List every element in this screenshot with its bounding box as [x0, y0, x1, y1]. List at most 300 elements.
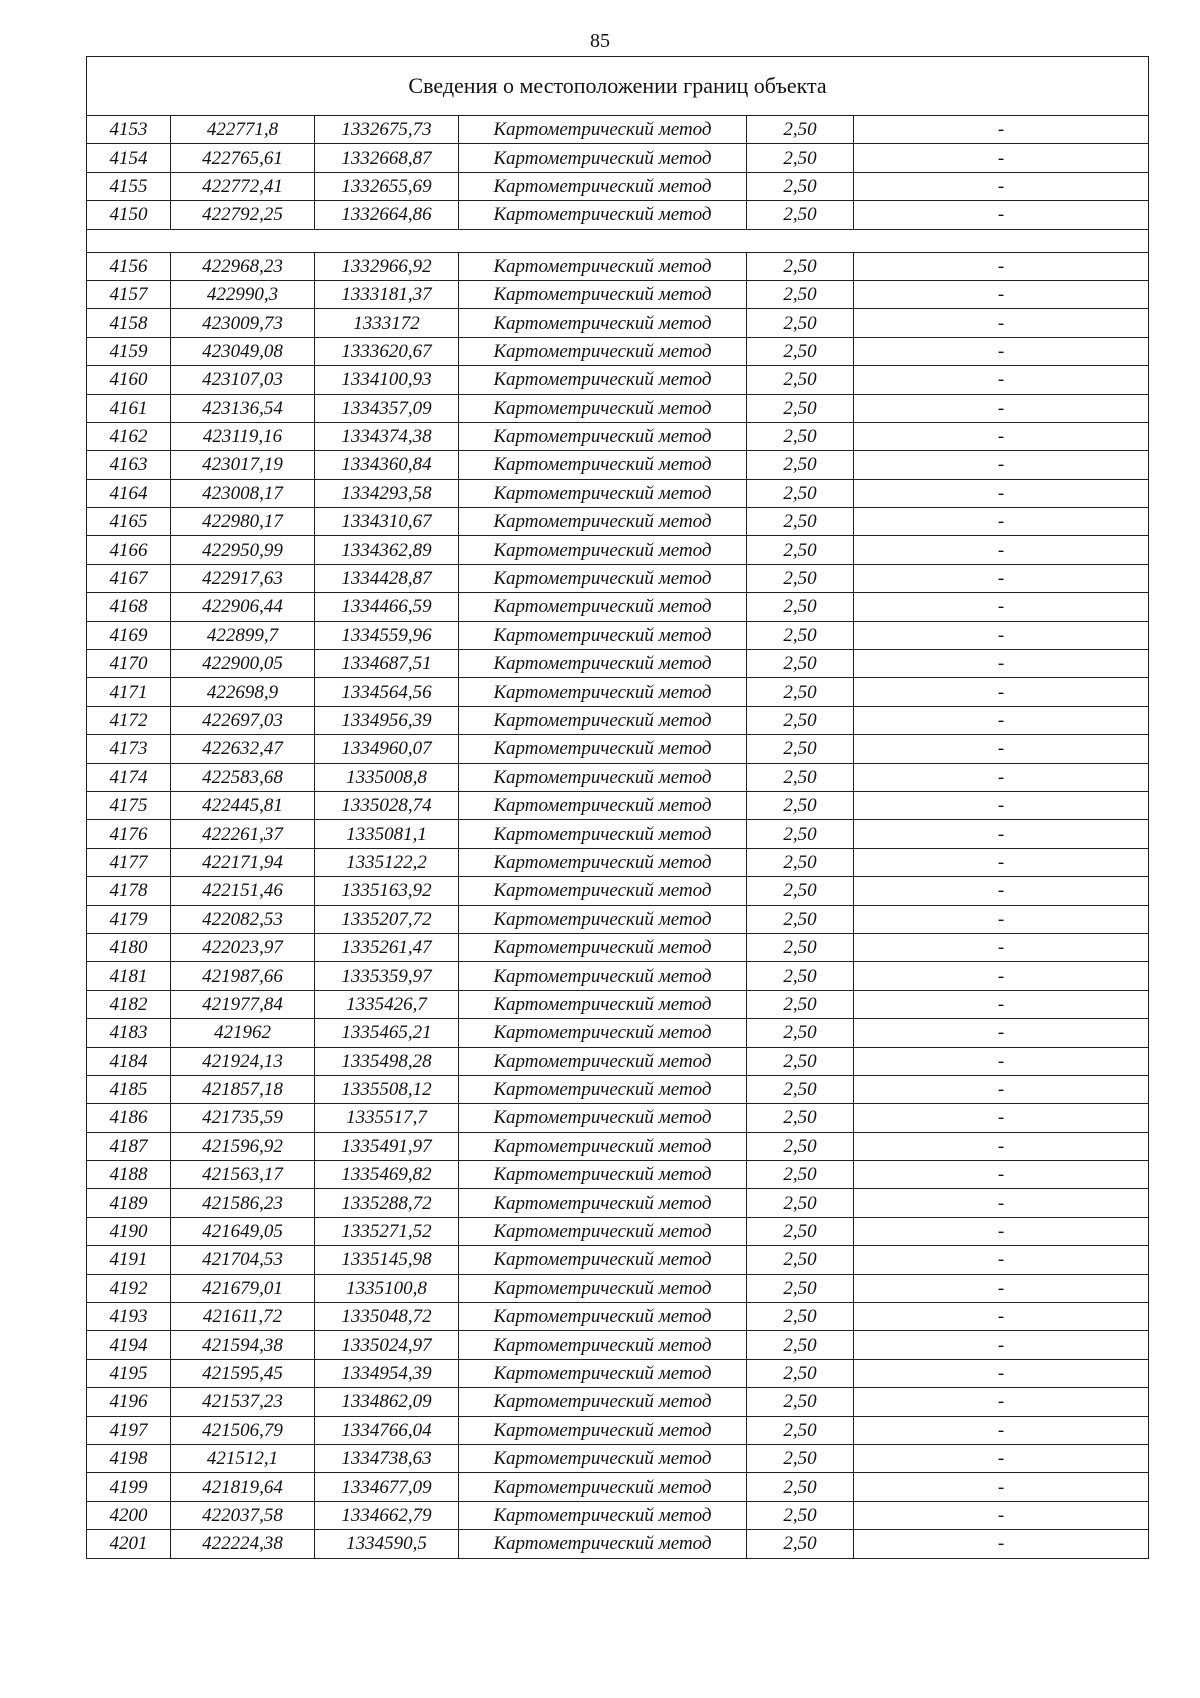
method-cell: Картометрический метод [459, 1217, 747, 1245]
y-coordinate-cell: 1335517,7 [315, 1104, 459, 1132]
y-coordinate-cell: 1332966,92 [315, 252, 459, 280]
point-number-cell: 4176 [87, 820, 171, 848]
point-number-cell: 4180 [87, 933, 171, 961]
method-cell: Картометрический метод [459, 1132, 747, 1160]
x-coordinate-cell: 423008,17 [171, 479, 315, 507]
table-row [87, 621, 1149, 649]
accuracy-cell: 2,50 [747, 678, 854, 706]
x-coordinate-cell: 422906,44 [171, 593, 315, 621]
x-coordinate-cell: 422023,97 [171, 933, 315, 961]
table-row [87, 116, 1149, 144]
point-number-cell: 4177 [87, 848, 171, 876]
method-cell: Картометрический метод [459, 1473, 747, 1501]
method-cell: Картометрический метод [459, 905, 747, 933]
table-row [87, 848, 1149, 876]
point-number-cell: 4164 [87, 479, 171, 507]
table-row [87, 905, 1149, 933]
method-cell: Картометрический метод [459, 593, 747, 621]
y-coordinate-cell: 1335465,21 [315, 1019, 459, 1047]
y-coordinate-cell: 1334687,51 [315, 650, 459, 678]
x-coordinate-cell: 422899,7 [171, 621, 315, 649]
table-row [87, 593, 1149, 621]
point-number-cell: 4183 [87, 1019, 171, 1047]
x-coordinate-cell: 421704,53 [171, 1246, 315, 1274]
accuracy-cell: 2,50 [747, 593, 854, 621]
point-number-cell: 4189 [87, 1189, 171, 1217]
x-coordinate-cell: 421594,38 [171, 1331, 315, 1359]
point-number-cell: 4175 [87, 791, 171, 819]
method-cell: Картометрический метод [459, 1274, 747, 1302]
x-coordinate-cell: 422772,41 [171, 172, 315, 200]
point-number-cell: 4188 [87, 1161, 171, 1189]
table-row [87, 678, 1149, 706]
y-coordinate-cell: 1335261,47 [315, 933, 459, 961]
x-coordinate-cell: 421735,59 [171, 1104, 315, 1132]
y-coordinate-cell: 1335359,97 [315, 962, 459, 990]
description-cell: - [854, 1019, 1149, 1047]
method-cell: Картометрический метод [459, 990, 747, 1018]
point-number-cell: 4172 [87, 706, 171, 734]
point-number-cell: 4170 [87, 650, 171, 678]
description-cell: - [854, 1530, 1149, 1558]
description-cell: - [854, 366, 1149, 394]
table-row [87, 1104, 1149, 1132]
method-cell: Картометрический метод [459, 1075, 747, 1103]
x-coordinate-cell: 421649,05 [171, 1217, 315, 1245]
y-coordinate-cell: 1334310,67 [315, 508, 459, 536]
description-cell: - [854, 990, 1149, 1018]
x-coordinate-cell: 421537,23 [171, 1388, 315, 1416]
x-coordinate-cell: 423017,19 [171, 451, 315, 479]
point-number-cell: 4199 [87, 1473, 171, 1501]
accuracy-cell: 2,50 [747, 962, 854, 990]
table-row [87, 508, 1149, 536]
method-cell: Картометрический метод [459, 337, 747, 365]
x-coordinate-cell: 422224,38 [171, 1530, 315, 1558]
table-title: Сведения о местоположении границ объекта [87, 57, 1149, 116]
table-row [87, 422, 1149, 450]
table-row [87, 479, 1149, 507]
y-coordinate-cell: 1335145,98 [315, 1246, 459, 1274]
table-row [87, 394, 1149, 422]
point-number-cell: 4162 [87, 422, 171, 450]
accuracy-cell: 2,50 [747, 820, 854, 848]
table-row [87, 650, 1149, 678]
description-cell: - [854, 337, 1149, 365]
description-cell: - [854, 593, 1149, 621]
table-row [87, 1217, 1149, 1245]
accuracy-cell: 2,50 [747, 1246, 854, 1274]
method-cell: Картометрический метод [459, 933, 747, 961]
x-coordinate-cell: 422082,53 [171, 905, 315, 933]
accuracy-cell: 2,50 [747, 905, 854, 933]
description-cell: - [854, 1047, 1149, 1075]
y-coordinate-cell: 1335288,72 [315, 1189, 459, 1217]
y-coordinate-cell: 1334960,07 [315, 735, 459, 763]
method-cell: Картометрический метод [459, 621, 747, 649]
table-row [87, 172, 1149, 200]
y-coordinate-cell: 1335024,97 [315, 1331, 459, 1359]
x-coordinate-cell: 422697,03 [171, 706, 315, 734]
description-cell: - [854, 1331, 1149, 1359]
table-row [87, 280, 1149, 308]
accuracy-cell: 2,50 [747, 1303, 854, 1331]
y-coordinate-cell: 1334559,96 [315, 621, 459, 649]
accuracy-cell: 2,50 [747, 706, 854, 734]
y-coordinate-cell: 1334862,09 [315, 1388, 459, 1416]
y-coordinate-cell: 1335426,7 [315, 990, 459, 1018]
description-cell: - [854, 116, 1149, 144]
table-row [87, 1274, 1149, 1302]
description-cell: - [854, 536, 1149, 564]
accuracy-cell: 2,50 [747, 116, 854, 144]
accuracy-cell: 2,50 [747, 451, 854, 479]
y-coordinate-cell: 1334954,39 [315, 1359, 459, 1387]
accuracy-cell: 2,50 [747, 1161, 854, 1189]
y-coordinate-cell: 1335491,97 [315, 1132, 459, 1160]
point-number-cell: 4150 [87, 201, 171, 229]
boundary-coordinates-table [86, 56, 1149, 1559]
table-row [87, 1019, 1149, 1047]
table-row [87, 1132, 1149, 1160]
y-coordinate-cell: 1334357,09 [315, 394, 459, 422]
x-coordinate-cell: 422698,9 [171, 678, 315, 706]
x-coordinate-cell: 421506,79 [171, 1416, 315, 1444]
accuracy-cell: 2,50 [747, 1416, 854, 1444]
description-cell: - [854, 791, 1149, 819]
y-coordinate-cell: 1335469,82 [315, 1161, 459, 1189]
y-coordinate-cell: 1334362,89 [315, 536, 459, 564]
description-cell: - [854, 621, 1149, 649]
table-row [87, 1473, 1149, 1501]
point-number-cell: 4192 [87, 1274, 171, 1302]
table-row [87, 1331, 1149, 1359]
x-coordinate-cell: 422980,17 [171, 508, 315, 536]
accuracy-cell: 2,50 [747, 990, 854, 1018]
y-coordinate-cell: 1334590,5 [315, 1530, 459, 1558]
point-number-cell: 4153 [87, 116, 171, 144]
method-cell: Картометрический метод [459, 564, 747, 592]
x-coordinate-cell: 422950,99 [171, 536, 315, 564]
accuracy-cell: 2,50 [747, 144, 854, 172]
y-coordinate-cell: 1334564,56 [315, 678, 459, 706]
description-cell: - [854, 1274, 1149, 1302]
y-coordinate-cell: 1334374,38 [315, 422, 459, 450]
y-coordinate-cell: 1333181,37 [315, 280, 459, 308]
table-row [87, 144, 1149, 172]
method-cell: Картометрический метод [459, 1303, 747, 1331]
point-number-cell: 4158 [87, 309, 171, 337]
method-cell: Картометрический метод [459, 536, 747, 564]
method-cell: Картометрический метод [459, 252, 747, 280]
point-number-cell: 4179 [87, 905, 171, 933]
table-row [87, 252, 1149, 280]
page-number: 85 [590, 30, 610, 52]
accuracy-cell: 2,50 [747, 201, 854, 229]
method-cell: Картометрический метод [459, 508, 747, 536]
description-cell: - [854, 1189, 1149, 1217]
method-cell: Картометрический метод [459, 144, 747, 172]
x-coordinate-cell: 422792,25 [171, 201, 315, 229]
table-row [87, 337, 1149, 365]
method-cell: Картометрический метод [459, 678, 747, 706]
table-row [87, 366, 1149, 394]
y-coordinate-cell: 1334100,93 [315, 366, 459, 394]
point-number-cell: 4186 [87, 1104, 171, 1132]
x-coordinate-cell: 421819,64 [171, 1473, 315, 1501]
table-row [87, 962, 1149, 990]
table-row [87, 1303, 1149, 1331]
description-cell: - [854, 763, 1149, 791]
accuracy-cell: 2,50 [747, 735, 854, 763]
x-coordinate-cell: 423049,08 [171, 337, 315, 365]
point-number-cell: 4191 [87, 1246, 171, 1274]
accuracy-cell: 2,50 [747, 621, 854, 649]
y-coordinate-cell: 1332668,87 [315, 144, 459, 172]
method-cell: Картометрический метод [459, 280, 747, 308]
table-row [87, 1416, 1149, 1444]
table-row [87, 1530, 1149, 1558]
description-cell: - [854, 479, 1149, 507]
table-row [87, 763, 1149, 791]
y-coordinate-cell: 1333172 [315, 309, 459, 337]
method-cell: Картометрический метод [459, 735, 747, 763]
description-cell: - [854, 1217, 1149, 1245]
description-cell: - [854, 1416, 1149, 1444]
x-coordinate-cell: 421512,1 [171, 1444, 315, 1472]
description-cell: - [854, 820, 1149, 848]
method-cell: Картометрический метод [459, 848, 747, 876]
table-row [87, 735, 1149, 763]
description-cell: - [854, 1104, 1149, 1132]
accuracy-cell: 2,50 [747, 1473, 854, 1501]
description-cell: - [854, 1501, 1149, 1529]
description-cell: - [854, 252, 1149, 280]
table-row [87, 791, 1149, 819]
method-cell: Картометрический метод [459, 1359, 747, 1387]
x-coordinate-cell: 423136,54 [171, 394, 315, 422]
table-row [87, 1189, 1149, 1217]
accuracy-cell: 2,50 [747, 172, 854, 200]
x-coordinate-cell: 423107,03 [171, 366, 315, 394]
x-coordinate-cell: 421924,13 [171, 1047, 315, 1075]
accuracy-cell: 2,50 [747, 309, 854, 337]
accuracy-cell: 2,50 [747, 1388, 854, 1416]
x-coordinate-cell: 422261,37 [171, 820, 315, 848]
accuracy-cell: 2,50 [747, 252, 854, 280]
description-cell: - [854, 735, 1149, 763]
y-coordinate-cell: 1335498,28 [315, 1047, 459, 1075]
point-number-cell: 4200 [87, 1501, 171, 1529]
description-cell: - [854, 1444, 1149, 1472]
method-cell: Картометрический метод [459, 1530, 747, 1558]
y-coordinate-cell: 1335008,8 [315, 763, 459, 791]
table-row [87, 201, 1149, 229]
accuracy-cell: 2,50 [747, 1132, 854, 1160]
x-coordinate-cell: 422583,68 [171, 763, 315, 791]
point-number-cell: 4165 [87, 508, 171, 536]
description-cell: - [854, 451, 1149, 479]
table-row [87, 1359, 1149, 1387]
point-number-cell: 4155 [87, 172, 171, 200]
method-cell: Картометрический метод [459, 763, 747, 791]
table-row [87, 1444, 1149, 1472]
point-number-cell: 4166 [87, 536, 171, 564]
x-coordinate-cell: 421595,45 [171, 1359, 315, 1387]
x-coordinate-cell: 421977,84 [171, 990, 315, 1018]
description-cell: - [854, 1473, 1149, 1501]
x-coordinate-cell: 421611,72 [171, 1303, 315, 1331]
method-cell: Картометрический метод [459, 962, 747, 990]
point-number-cell: 4196 [87, 1388, 171, 1416]
description-cell: - [854, 933, 1149, 961]
accuracy-cell: 2,50 [747, 422, 854, 450]
y-coordinate-cell: 1335100,8 [315, 1274, 459, 1302]
description-cell: - [854, 1132, 1149, 1160]
point-number-cell: 4174 [87, 763, 171, 791]
y-coordinate-cell: 1335081,1 [315, 820, 459, 848]
method-cell: Картометрический метод [459, 706, 747, 734]
x-coordinate-cell: 421563,17 [171, 1161, 315, 1189]
method-cell: Картометрический метод [459, 422, 747, 450]
point-number-cell: 4173 [87, 735, 171, 763]
table-row [87, 933, 1149, 961]
x-coordinate-cell: 423009,73 [171, 309, 315, 337]
x-coordinate-cell: 422765,61 [171, 144, 315, 172]
description-cell: - [854, 1359, 1149, 1387]
point-number-cell: 4193 [87, 1303, 171, 1331]
table-row [87, 1388, 1149, 1416]
accuracy-cell: 2,50 [747, 877, 854, 905]
method-cell: Картометрический метод [459, 394, 747, 422]
point-number-cell: 4167 [87, 564, 171, 592]
method-cell: Картометрический метод [459, 451, 747, 479]
accuracy-cell: 2,50 [747, 337, 854, 365]
table-row [87, 536, 1149, 564]
y-coordinate-cell: 1334428,87 [315, 564, 459, 592]
accuracy-cell: 2,50 [747, 1444, 854, 1472]
accuracy-cell: 2,50 [747, 1274, 854, 1302]
y-coordinate-cell: 1334738,63 [315, 1444, 459, 1472]
table-row [87, 990, 1149, 1018]
description-cell: - [854, 280, 1149, 308]
point-number-cell: 4169 [87, 621, 171, 649]
description-cell: - [854, 1303, 1149, 1331]
method-cell: Картометрический метод [459, 366, 747, 394]
description-cell: - [854, 962, 1149, 990]
x-coordinate-cell: 421679,01 [171, 1274, 315, 1302]
accuracy-cell: 2,50 [747, 763, 854, 791]
method-cell: Картометрический метод [459, 172, 747, 200]
accuracy-cell: 2,50 [747, 1019, 854, 1047]
y-coordinate-cell: 1334466,59 [315, 593, 459, 621]
point-number-cell: 4168 [87, 593, 171, 621]
method-cell: Картометрический метод [459, 309, 747, 337]
x-coordinate-cell: 422990,3 [171, 280, 315, 308]
method-cell: Картометрический метод [459, 650, 747, 678]
method-cell: Картометрический метод [459, 116, 747, 144]
point-number-cell: 4185 [87, 1075, 171, 1103]
x-coordinate-cell: 423119,16 [171, 422, 315, 450]
y-coordinate-cell: 1335028,74 [315, 791, 459, 819]
description-cell: - [854, 172, 1149, 200]
accuracy-cell: 2,50 [747, 933, 854, 961]
accuracy-cell: 2,50 [747, 848, 854, 876]
y-coordinate-cell: 1332664,86 [315, 201, 459, 229]
table-row [87, 451, 1149, 479]
accuracy-cell: 2,50 [747, 1189, 854, 1217]
table-row [87, 1075, 1149, 1103]
y-coordinate-cell: 1334956,39 [315, 706, 459, 734]
table-row [87, 706, 1149, 734]
accuracy-cell: 2,50 [747, 508, 854, 536]
description-cell: - [854, 508, 1149, 536]
point-number-cell: 4194 [87, 1331, 171, 1359]
table-row [87, 877, 1149, 905]
x-coordinate-cell: 422917,63 [171, 564, 315, 592]
description-cell: - [854, 1075, 1149, 1103]
y-coordinate-cell: 1334360,84 [315, 451, 459, 479]
table-row [87, 1047, 1149, 1075]
y-coordinate-cell: 1333620,67 [315, 337, 459, 365]
description-cell: - [854, 1388, 1149, 1416]
x-coordinate-cell: 422171,94 [171, 848, 315, 876]
accuracy-cell: 2,50 [747, 1047, 854, 1075]
point-number-cell: 4156 [87, 252, 171, 280]
accuracy-cell: 2,50 [747, 1359, 854, 1387]
description-cell: - [854, 678, 1149, 706]
y-coordinate-cell: 1334662,79 [315, 1501, 459, 1529]
method-cell: Картометрический метод [459, 201, 747, 229]
table-row [87, 1501, 1149, 1529]
method-cell: Картометрический метод [459, 791, 747, 819]
point-number-cell: 4163 [87, 451, 171, 479]
description-cell: - [854, 201, 1149, 229]
y-coordinate-cell: 1334293,58 [315, 479, 459, 507]
x-coordinate-cell: 421987,66 [171, 962, 315, 990]
accuracy-cell: 2,50 [747, 1075, 854, 1103]
table-row [87, 564, 1149, 592]
accuracy-cell: 2,50 [747, 650, 854, 678]
description-cell: - [854, 848, 1149, 876]
y-coordinate-cell: 1332675,73 [315, 116, 459, 144]
point-number-cell: 4182 [87, 990, 171, 1018]
accuracy-cell: 2,50 [747, 280, 854, 308]
x-coordinate-cell: 422037,58 [171, 1501, 315, 1529]
table-row [87, 1161, 1149, 1189]
method-cell: Картометрический метод [459, 1019, 747, 1047]
y-coordinate-cell: 1335207,72 [315, 905, 459, 933]
method-cell: Картометрический метод [459, 1047, 747, 1075]
description-cell: - [854, 1246, 1149, 1274]
x-coordinate-cell: 421586,23 [171, 1189, 315, 1217]
point-number-cell: 4161 [87, 394, 171, 422]
point-number-cell: 4198 [87, 1444, 171, 1472]
method-cell: Картометрический метод [459, 479, 747, 507]
point-number-cell: 4178 [87, 877, 171, 905]
description-cell: - [854, 1161, 1149, 1189]
table-row [87, 309, 1149, 337]
method-cell: Картометрический метод [459, 1416, 747, 1444]
y-coordinate-cell: 1335122,2 [315, 848, 459, 876]
x-coordinate-cell: 422968,23 [171, 252, 315, 280]
group-separator [87, 229, 1149, 252]
point-number-cell: 4171 [87, 678, 171, 706]
method-cell: Картометрический метод [459, 1388, 747, 1416]
point-number-cell: 4181 [87, 962, 171, 990]
x-coordinate-cell: 422900,05 [171, 650, 315, 678]
y-coordinate-cell: 1335048,72 [315, 1303, 459, 1331]
